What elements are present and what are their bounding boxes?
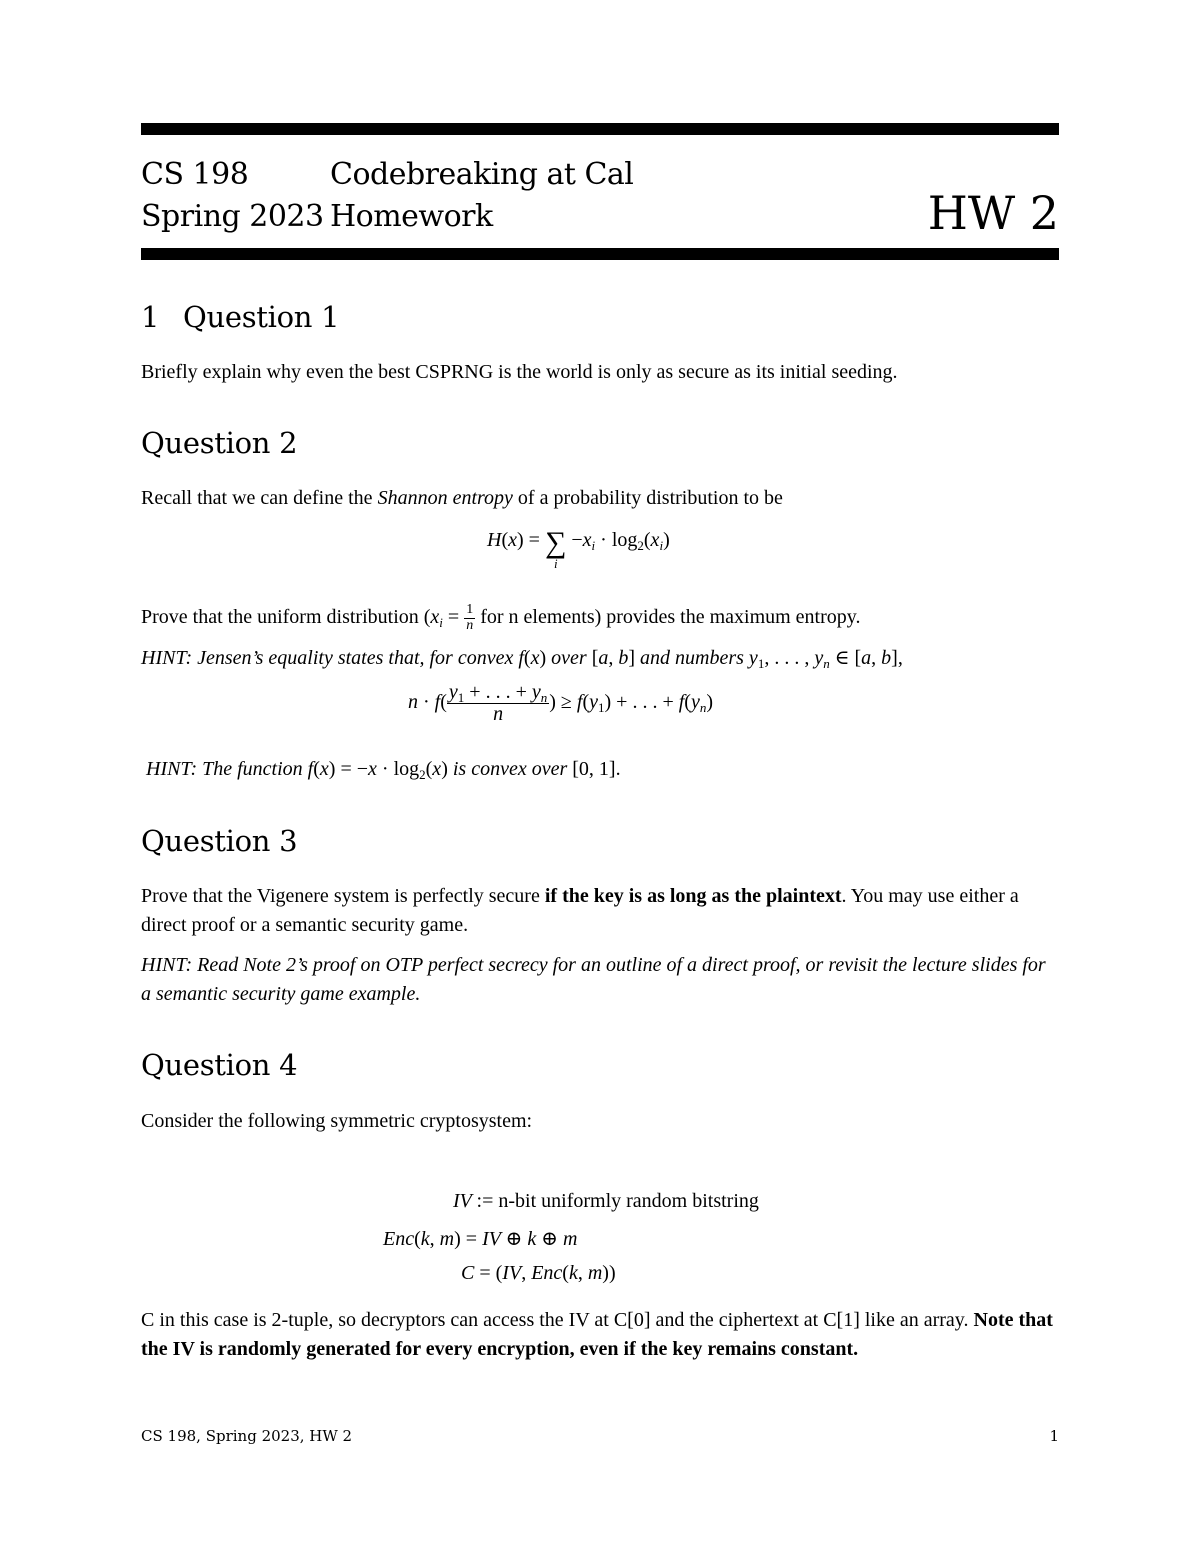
header-term: Spring 2023 (141, 199, 324, 234)
q2-intro: Recall that we can define the Shannon entropy of a probability distribution to be (141, 487, 783, 509)
q4-text: C in this case is 2-tuple, so decryptors can access the IV at C[0] and the ciphertext at C[1] like an array. Note that the IV is randomly generated for every encryption, even if the key remains constant. (141, 1309, 1053, 1360)
header-doc-type: Homework (330, 199, 493, 234)
page-number: 1 (1049, 1427, 1059, 1445)
q3-hint: HINT: Read Note 2’s proof on OTP perfect secrecy for an outline of a direct proof, or revisit the lecture slides for a semantic security game example. (141, 954, 1046, 1005)
ciphertext-definition: C = (IV, Enc(k, m)) (461, 1262, 616, 1284)
iv-definition: IV := n-bit uniformly random bitstring (453, 1190, 759, 1212)
shannon-entropy-term: Shannon entropy (377, 487, 513, 509)
entropy-equation: H(x) = ∑ i $-x_i \cdot \log_2(x_i)$ (487, 526, 670, 571)
jensen-inequality: n · f( $\frac{y_1 + . . . + y_n}{n}$ ) ≥ $f(y_1)$ + . . . + $f(y_n)$ (408, 681, 714, 725)
q2-title: Question 2 (141, 426, 298, 460)
q1-text: Briefly explain why even the best CSPRNG is the world is only as secure as its initial seeding. (141, 361, 898, 383)
q1-title: Question 1 (183, 300, 340, 334)
header-hw-label: HW 2 (927, 186, 1059, 240)
q4-intro: Consider the following symmetric cryptosystem: (141, 1110, 533, 1132)
q2-hint-convex: HINT: The function $f(x) = -x \cdot \log_2(x)$ is convex over [0, 1]. (146, 758, 621, 782)
q3-text: Prove that the Vigenere system is perfectly secure if the key is as long as the plaintext. You may use either a direct proof or a semantic security game. (141, 885, 1019, 936)
q3-title: Question 3 (141, 824, 298, 858)
footer-text: CS 198, Spring 2023, HW 2 (141, 1427, 353, 1445)
q2-prove: Prove that the uniform distribution ($x_i$ = $\frac{1}{n}$ for n elements) provides the maximum entropy. (141, 602, 861, 633)
header-course-title: Codebreaking at Cal (330, 157, 634, 192)
header-course: CS 198 (141, 157, 249, 192)
header-top-rule (141, 123, 1059, 135)
q4-title: Question 4 (141, 1048, 298, 1082)
enc-definition: Enc(k, m) = IV ⊕ k ⊕ m (383, 1228, 578, 1250)
header-bottom-rule (141, 248, 1059, 260)
q2-hint-jensen: HINT: Jensen’s equality states that, for convex f(x) over [a, b] and numbers $y_1$, . . . , $y_n$ ∈ [a, b], (141, 647, 903, 671)
q1-heading (141, 300, 339, 334)
q1-number: 1 (141, 300, 160, 334)
